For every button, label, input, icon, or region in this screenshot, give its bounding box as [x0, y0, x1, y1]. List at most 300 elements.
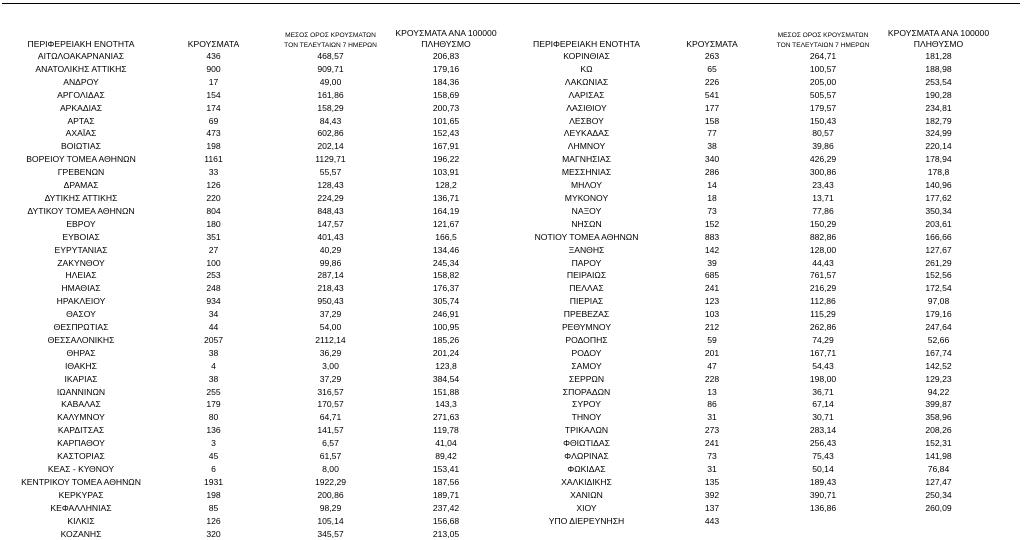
per100k-cell: 156,68: [432, 515, 460, 526]
per100k-cell: 305,74: [432, 296, 460, 307]
cases-cell: 45: [208, 451, 219, 462]
per100k-cell: 140,96: [925, 180, 952, 191]
table-row: [10, 102, 506, 115]
cases-cell: 137: [704, 502, 720, 513]
table-row: [519, 63, 1001, 76]
per100k-cell: 151,88: [432, 386, 460, 397]
cases-cell: 473: [206, 128, 221, 139]
per100k-cell: 261,29: [925, 257, 952, 268]
table-row: [519, 282, 1001, 295]
table-row: [519, 257, 1001, 270]
table-row: [10, 308, 506, 321]
avg7-cell: 264,71: [809, 51, 837, 61]
region-cell: ΥΠΟ ΔΙΕΡΕΥΝΗΣΗ: [548, 515, 625, 526]
cases-cell: 136: [206, 425, 221, 436]
per100k-cell: 182,79: [925, 115, 952, 126]
per100k-cell: 271,63: [432, 412, 460, 423]
table-row: [10, 437, 506, 450]
cases-cell: 38: [707, 141, 717, 152]
region-cell: ΡΕΘΥΜΝΟΥ: [561, 322, 612, 333]
per100k-cell: 234,81: [925, 102, 952, 113]
per100k-cell: 128,2: [435, 180, 457, 191]
cases-cell: 86: [707, 399, 717, 410]
table-row: [519, 373, 1001, 386]
left-cases-table: [10, 22, 506, 540]
region-cell: ΔΥΤΙΚΟΥ ΤΟΜΕΑ ΑΘΗΝΩΝ: [27, 205, 135, 216]
avg7-cell: 40,29: [319, 244, 342, 255]
per100k-cell: 178,94: [925, 154, 952, 165]
region-cell: ΘΕΣΠΡΩΤΙΑΣ: [53, 322, 109, 333]
avg7-cell: 426,29: [809, 154, 837, 165]
cases-cell: 883: [704, 231, 720, 242]
table-row: [519, 179, 1001, 192]
header-cases: ΚΡΟΥΣΜΑΤΑ: [686, 39, 738, 49]
cases-cell: 320: [206, 528, 221, 539]
per100k-cell: 129,23: [925, 373, 952, 384]
cases-cell: 436: [206, 51, 221, 61]
region-cell: ΔΥΤΙΚΗΣ ΑΤΤΙΚΗΣ: [44, 192, 118, 203]
avg7-cell: 112,86: [810, 296, 836, 307]
cases-cell: 38: [208, 373, 219, 384]
avg7-cell: 161,86: [317, 89, 344, 100]
per100k-cell: 203,61: [925, 218, 952, 229]
avg7-cell: 100,57: [809, 63, 837, 74]
region-cell: ΜΑΓΝΗΣΙΑΣ: [562, 154, 611, 165]
region-cell: ΕΥΒΟΙΑΣ: [62, 231, 100, 242]
cases-cell: 80: [208, 412, 219, 423]
cases-cell: 201: [704, 347, 720, 358]
cases-cell: 44: [208, 322, 219, 333]
per100k-cell: 179,16: [432, 63, 460, 74]
cases-cell: 263: [704, 51, 720, 61]
per100k-cell: 179,16: [925, 309, 952, 320]
cases-cell: 39: [707, 257, 717, 268]
table-row: [519, 89, 1001, 102]
avg7-cell: 37,29: [319, 373, 342, 384]
right-header-row: [519, 22, 1001, 50]
per100k-cell: 97,08: [927, 296, 950, 307]
avg7-cell: 150,43: [809, 115, 837, 126]
per100k-cell: 324,99: [925, 128, 952, 139]
region-cell: ΗΡΑΚΛΕΙΟΥ: [56, 296, 106, 307]
avg7-cell: 167,71: [809, 347, 837, 358]
region-cell: ΣΠΟΡΑΔΩΝ: [562, 386, 611, 397]
cases-cell: 198: [206, 141, 221, 152]
region-cell: ΑΝΔΡΟΥ: [63, 76, 99, 87]
per100k-cell: [876, 515, 1001, 528]
avg7-cell: 8,00: [322, 464, 339, 474]
table-row: [519, 115, 1001, 128]
table-row: [10, 192, 506, 205]
cases-cell: 18: [707, 192, 717, 203]
per100k-cell: 119,78: [433, 425, 459, 436]
table-row: [10, 398, 506, 411]
region-cell: ΚΑΒΑΛΑΣ: [61, 399, 101, 410]
avg7-cell: 115,29: [810, 309, 836, 320]
per100k-cell: 136,71: [432, 192, 460, 203]
avg7-cell: 54,00: [319, 322, 342, 333]
region-cell: ΔΡΑΜΑΣ: [63, 180, 99, 191]
table-row: [519, 476, 1001, 489]
header-per100k-line2: ΠΛΗΘΥΣΜΟ: [913, 39, 964, 49]
region-cell: ΑΡΤΑΣ: [67, 115, 95, 126]
avg7-cell: 150,29: [809, 218, 837, 229]
table-row: [10, 179, 506, 192]
region-cell: ΛΑΡΙΣΑΣ: [568, 89, 605, 100]
table-row: [519, 140, 1001, 153]
cases-cell: 38: [208, 347, 219, 358]
cases-cell: 2057: [203, 334, 224, 345]
cases-cell: 85: [208, 502, 219, 513]
table-row: [519, 411, 1001, 424]
per100k-cell: 260,09: [925, 502, 952, 513]
per100k-cell: 103,91: [432, 167, 460, 178]
region-cell: ΚΕΡΚΥΡΑΣ: [58, 489, 104, 500]
per100k-cell: 172,54: [925, 283, 952, 294]
cases-cell: 212: [704, 322, 720, 333]
per100k-cell: 101,65: [432, 115, 460, 126]
cases-cell: 100: [206, 257, 221, 268]
cases-cell: 73: [707, 205, 717, 216]
table-row: [519, 153, 1001, 166]
table-row: [10, 476, 506, 489]
per100k-cell: 153,41: [432, 464, 460, 474]
table-row: [519, 502, 1001, 515]
per100k-cell: 237,42: [432, 502, 460, 513]
header-per100k: [876, 22, 1001, 50]
cases-cell: 103: [704, 309, 720, 320]
cases-cell: 1931: [203, 476, 224, 487]
region-cell: ΚΕΦΑΛΛΗΝΙΑΣ: [50, 502, 112, 513]
avg7-cell: 283,14: [809, 425, 837, 436]
right-cases-table: [519, 22, 1001, 528]
region-cell: ΑΙΤΩΛΟΑΚΑΡΝΑΝΙΑΣ: [37, 51, 125, 61]
cases-cell: 228: [704, 373, 720, 384]
region-cell: ΜΗΛΟΥ: [570, 180, 603, 191]
per100k-cell: 184,36: [432, 76, 460, 87]
per100k-cell: 178,8: [927, 167, 950, 178]
avg7-cell: 36,29: [319, 347, 342, 358]
per100k-cell: 196,22: [432, 154, 460, 165]
avg7-cell: 602,86: [317, 128, 344, 139]
cases-cell: 126: [206, 180, 221, 191]
per100k-cell: 164,19: [432, 205, 460, 216]
table-row: [10, 347, 506, 360]
region-cell: ΤΡΙΚΑΛΩΝ: [564, 425, 609, 436]
table-row: [519, 218, 1001, 231]
table-row: [10, 373, 506, 386]
cases-cell: 33: [208, 167, 219, 178]
cases-cell: 154: [206, 89, 221, 100]
table-row: [10, 205, 506, 218]
cases-cell: 27: [208, 244, 219, 255]
region-cell: ΠΙΕΡΙΑΣ: [569, 296, 604, 307]
cases-cell: 14: [707, 180, 717, 191]
left-header-row: [10, 22, 506, 50]
per100k-cell: 181,28: [925, 51, 952, 61]
avg7-cell: 39,86: [812, 141, 834, 152]
region-cell: ΒΟΙΩΤΙΑΣ: [61, 141, 101, 152]
table-row: [10, 450, 506, 463]
avg7-cell: 468,57: [317, 51, 344, 61]
table-row: [10, 282, 506, 295]
per100k-cell: 213,05: [432, 528, 460, 539]
region-cell: ΑΡΚΑΔΙΑΣ: [59, 102, 103, 113]
table-row: [10, 166, 506, 179]
per100k-cell: 358,96: [925, 412, 952, 423]
left-table-body: [10, 50, 506, 540]
region-cell: ΜΥΚΟΝΟΥ: [564, 192, 609, 203]
per100k-cell: 121,67: [432, 218, 460, 229]
region-cell: ΒΟΡΕΙΟΥ ΤΟΜΕΑ ΑΘΗΝΩΝ: [26, 154, 136, 165]
table-row: [10, 489, 506, 502]
per100k-cell: 52,66: [927, 334, 950, 345]
avg7-cell: 882,86: [809, 231, 837, 242]
region-cell: ΙΘΑΚΗΣ: [65, 360, 97, 371]
region-cell: ΧΑΝΙΩΝ: [570, 489, 603, 500]
per100k-cell: 177,62: [925, 192, 952, 203]
header-region: ΠΕΡΙΦΕΡΕΙΑΚΗ ΕΝΟΤΗΤΑ: [533, 39, 640, 49]
region-cell: ΛΕΣΒΟΥ: [569, 115, 604, 126]
avg7-cell: [770, 515, 876, 528]
per100k-cell: 166,66: [925, 231, 952, 242]
region-cell: ΑΝΑΤΟΛΙΚΗΣ ΑΤΤΙΚΗΣ: [35, 63, 127, 74]
region-cell: ΜΕΣΣΗΝΙΑΣ: [561, 167, 612, 178]
avg7-cell: 80,57: [812, 128, 834, 139]
cases-cell: 59: [707, 334, 717, 345]
per100k-cell: 100,95: [432, 322, 460, 333]
per100k-cell: 127,67: [925, 244, 952, 255]
cases-cell: 69: [208, 115, 219, 126]
cases-cell: 226: [704, 76, 720, 87]
table-row: [519, 308, 1001, 321]
region-cell: ΚΑΛΥΜΝΟΥ: [57, 412, 105, 423]
table-row: [10, 153, 506, 166]
per100k-cell: 152,43: [432, 128, 460, 139]
per100k-cell: 399,87: [925, 399, 952, 410]
cases-cell: 174: [206, 102, 221, 113]
table-row: [10, 360, 506, 373]
avg7-cell: 200,86: [317, 489, 344, 500]
per100k-cell: 94,22: [927, 386, 950, 397]
per100k-cell: 123,8: [435, 360, 457, 371]
table-row: [519, 102, 1001, 115]
avg7-cell: 300,86: [809, 167, 837, 178]
region-cell: ΚΕΝΤΡΙΚΟΥ ΤΟΜΕΑ ΑΘΗΝΩΝ: [21, 476, 141, 487]
avg7-cell: 77,86: [812, 205, 834, 216]
header-avg7-line2: ΤΟΝ ΤΕΛΕΥΤΑΙΩΝ 7 ΗΜΕΡΩΝ: [776, 41, 870, 49]
region-cell: ΙΩΑΝΝΙΝΩΝ: [56, 386, 106, 397]
table-row: [10, 63, 506, 76]
table-row: [519, 398, 1001, 411]
cases-cell: 443: [704, 515, 720, 526]
cases-cell: 220: [206, 192, 221, 203]
avg7-cell: 98,29: [319, 502, 342, 513]
per100k-cell: 158,69: [432, 89, 460, 100]
per100k-cell: 247,64: [925, 322, 952, 333]
region-cell: ΝΑΞΟΥ: [571, 205, 602, 216]
region-cell: ΑΡΓΟΛΙΔΑΣ: [57, 89, 105, 100]
cases-cell: 6: [211, 464, 216, 474]
avg7-cell: 64,71: [319, 412, 342, 423]
table-row: [519, 437, 1001, 450]
per100k-cell: 134,46: [432, 244, 460, 255]
region-cell: ΝΟΤΙΟΥ ΤΟΜΕΑ ΑΘΗΝΩΝ: [534, 231, 639, 242]
table-row: [519, 166, 1001, 179]
cases-cell: 934: [206, 296, 221, 307]
table-row: [10, 334, 506, 347]
region-cell: ΚΟΡΙΝΘΙΑΣ: [563, 51, 610, 61]
per100k-cell: 189,71: [432, 489, 460, 500]
table-row: [519, 386, 1001, 399]
table-row: [10, 115, 506, 128]
per100k-cell: 208,26: [925, 425, 952, 436]
avg7-cell: 67,14: [812, 399, 834, 410]
region-cell: ΘΑΣΟΥ: [66, 309, 96, 320]
region-cell: ΕΒΡΟΥ: [66, 218, 96, 229]
table-row: [10, 424, 506, 437]
region-cell: ΤΗΝΟΥ: [571, 412, 602, 423]
avg7-cell: 55,57: [319, 167, 342, 178]
avg7-cell: 61,57: [319, 451, 342, 462]
header-per100k: [386, 22, 506, 50]
region-cell: ΦΛΩΡΙΝΑΣ: [564, 451, 609, 462]
per100k-cell: 185,26: [432, 334, 460, 345]
header-avg7: [770, 22, 876, 50]
avg7-cell: 49,00: [319, 76, 342, 87]
per100k-cell: 245,34: [432, 257, 460, 268]
cases-cell: 241: [704, 438, 720, 449]
avg7-cell: 950,43: [317, 296, 344, 307]
table-row: [10, 218, 506, 231]
cases-cell: 241: [704, 283, 720, 294]
top-border-line: [2, 3, 1020, 4]
table-row: [519, 463, 1001, 476]
cases-cell: 255: [206, 386, 221, 397]
region-cell: ΚΑΡΠΑΘΟΥ: [57, 438, 105, 449]
region-cell: ΣΑΜΟΥ: [571, 360, 602, 371]
cases-cell: 177: [704, 102, 720, 113]
table-row: [519, 450, 1001, 463]
per100k-cell: 142,52: [925, 360, 952, 371]
avg7-cell: 205,00: [809, 76, 837, 87]
per100k-cell: 250,34: [925, 489, 952, 500]
cases-cell: 179: [206, 399, 221, 410]
avg7-cell: 37,29: [319, 309, 342, 320]
header-per100k-line1: ΚΡΟΥΣΜΑΤΑ ΑΝΑ 100000: [395, 28, 497, 38]
table-row: [519, 360, 1001, 373]
per100k-cell: 127,47: [925, 476, 952, 487]
cases-cell: 17: [208, 76, 219, 87]
avg7-cell: 74,29: [812, 334, 834, 345]
cases-cell: 4: [211, 360, 216, 371]
cases-cell: 158: [704, 115, 720, 126]
per100k-cell: 201,24: [432, 347, 460, 358]
cases-cell: 31: [707, 464, 717, 474]
per100k-cell: 188,98: [925, 63, 952, 74]
avg7-cell: 179,57: [809, 102, 837, 113]
per100k-cell: 89,42: [435, 451, 457, 462]
cases-cell: 392: [704, 489, 720, 500]
right-table-body: [519, 50, 1001, 528]
region-cell: ΕΥΡΥΤΑΝΙΑΣ: [54, 244, 108, 255]
avg7-cell: 198,00: [809, 373, 837, 384]
avg7-cell: 761,57: [809, 270, 837, 281]
cases-cell: 126: [206, 515, 221, 526]
avg7-cell: 262,86: [809, 322, 837, 333]
region-cell: ΑΧΑΪΑΣ: [65, 128, 97, 139]
table-row: [10, 528, 506, 540]
table-row: [10, 411, 506, 424]
region-cell: ΡΟΔΟΥ: [571, 347, 602, 358]
per100k-cell: 167,91: [432, 141, 460, 152]
table-row: [519, 334, 1001, 347]
cases-cell: 73: [707, 451, 717, 462]
cases-cell: 13: [707, 386, 717, 397]
avg7-cell: 218,43: [317, 283, 344, 294]
table-row: [519, 127, 1001, 140]
region-cell: ΣΕΡΡΩΝ: [568, 373, 605, 384]
region-cell: ΦΩΚΙΔΑΣ: [567, 464, 606, 474]
avg7-cell: 36,71: [812, 386, 834, 397]
table-row: [519, 489, 1001, 502]
cases-cell: 804: [206, 205, 221, 216]
avg7-cell: 105,14: [317, 515, 344, 526]
region-cell: ΚΕΑΣ - ΚΥΘΝΟΥ: [47, 464, 115, 474]
per100k-cell: 246,91: [432, 309, 460, 320]
header-avg7-line1: ΜΕΣΟΣ ΟΡΟΣ ΚΡΟΥΣΜΑΤΩΝ: [777, 32, 869, 39]
avg7-cell: 287,14: [317, 270, 344, 281]
table-row: [10, 89, 506, 102]
table-row: [10, 257, 506, 270]
region-cell: ΚΑΣΤΟΡΙΑΣ: [57, 451, 105, 462]
avg7-cell: 136,86: [809, 502, 837, 513]
region-cell: ΖΑΚΥΝΘΟΥ: [57, 257, 105, 268]
table-row: [519, 205, 1001, 218]
avg7-cell: 13,71: [812, 192, 834, 203]
table-row: [519, 321, 1001, 334]
avg7-cell: 30,71: [812, 412, 834, 423]
per100k-cell: 152,56: [925, 270, 952, 281]
table-row: [10, 50, 506, 63]
cases-cell: 31: [707, 412, 717, 423]
cases-cell: 1161: [204, 154, 223, 165]
per100k-cell: 167,74: [925, 347, 952, 358]
table-row: [10, 386, 506, 399]
table-row: [10, 502, 506, 515]
avg7-cell: 75,43: [812, 451, 834, 462]
table-row: [519, 244, 1001, 257]
region-cell: ΚΑΡΔΙΤΣΑΣ: [57, 425, 105, 436]
per100k-cell: 76,84: [927, 464, 950, 474]
region-cell: ΚΙΛΚΙΣ: [67, 515, 95, 526]
table-row: [10, 244, 506, 257]
region-cell: ΠΕΙΡΑΙΩΣ: [566, 270, 607, 281]
region-cell: ΙΚΑΡΙΑΣ: [64, 373, 98, 384]
avg7-cell: 158,29: [317, 102, 344, 113]
avg7-cell: 170,57: [317, 399, 344, 410]
cases-cell: 142: [704, 244, 720, 255]
cases-cell: 253: [206, 270, 221, 281]
avg7-cell: 6,57: [322, 438, 339, 449]
cases-cell: 248: [206, 283, 221, 294]
avg7-cell: 216,29: [809, 283, 837, 294]
avg7-cell: 848,43: [317, 205, 344, 216]
avg7-cell: 1129,71: [315, 154, 346, 165]
avg7-cell: 147,57: [317, 218, 344, 229]
per100k-cell: 384,54: [432, 373, 460, 384]
region-cell: ΠΡΕΒΕΖΑΣ: [563, 309, 610, 320]
